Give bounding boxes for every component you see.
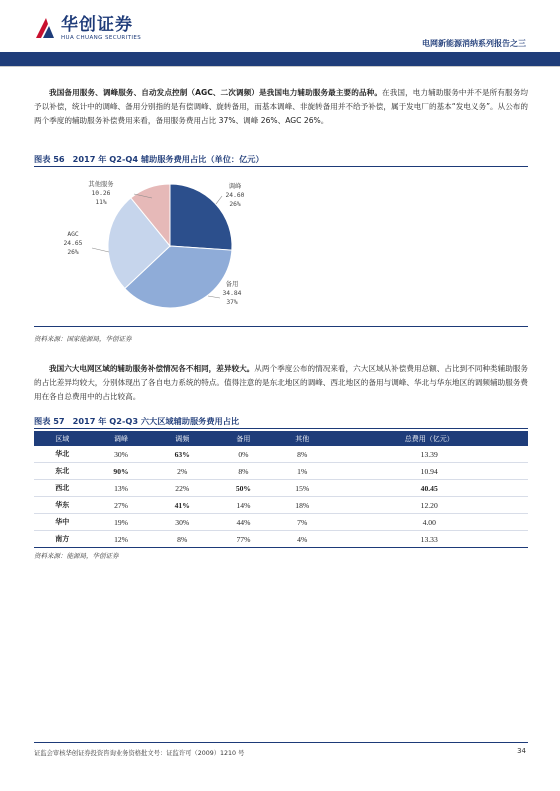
company-logo — [34, 16, 141, 41]
paragraph-lead: 我国六大电网区域的辅助服务补偿情况各不相同，差异较大。 — [49, 364, 255, 373]
table-cell: 13.33 — [330, 531, 528, 548]
pie-label-other — [82, 180, 120, 207]
table-cell: 19% — [90, 514, 151, 531]
table-cell: 41% — [152, 497, 213, 514]
table-cell: 63% — [152, 446, 213, 463]
table-cell: 1% — [274, 463, 330, 480]
paragraph-body: 从两个季度公布的情况来看，六大区域从补偿费用总额、占比到不同种类辅助服务的占比差异均较大，分别体现出了各自电力系统的特点。值得注意的是东北地区的调峰、西北地区的备用与调峰、华北与华东地区的调频辅助服务费用在各自总费用中的占比较高。 — [34, 364, 529, 401]
header-band — [0, 52, 560, 66]
paragraph-lead: 我国备用服务、调峰服务、自动发点控制（AGC、二次调频）是我国电力辅助服务最主要的品种。 — [49, 88, 383, 97]
table-row — [34, 497, 528, 514]
pie-label-agc-pct: 26% — [67, 249, 79, 256]
table-cell-region: 南方 — [34, 531, 90, 548]
pie-label-reserve-name: 备用 — [225, 281, 239, 288]
table-cell: 27% — [90, 497, 151, 514]
pie-label-agc — [58, 230, 88, 257]
table-cell-region: 东北 — [34, 463, 90, 480]
table-body — [34, 446, 528, 548]
table-header-cell: 区域 — [34, 431, 90, 446]
pie-label-agc-value: 24.65 — [63, 240, 83, 247]
table-cell: 7% — [274, 514, 330, 531]
table-cell: 4% — [274, 531, 330, 548]
table-cell: 30% — [90, 446, 151, 463]
table-cell: 18% — [274, 497, 330, 514]
report-series-title: 电网新能源消纳系列报告之三 — [422, 39, 526, 48]
table-row — [34, 463, 528, 480]
figure-57-caption: 2017 年 Q2-Q3 六大区域辅助服务费用占比 — [72, 416, 240, 426]
table-cell: 50% — [213, 480, 274, 497]
pie-label-reserve-pct: 37% — [226, 299, 238, 306]
table-header-cell: 总费用（亿元） — [330, 431, 528, 446]
table-cell: 2% — [152, 463, 213, 480]
table-cell: 8% — [213, 463, 274, 480]
pie-label-agc-name: AGC — [67, 231, 79, 238]
table-row — [34, 446, 528, 463]
footer-divider — [34, 742, 528, 743]
pie-label-peak-pct: 26% — [229, 201, 241, 208]
table-cell: 30% — [152, 514, 213, 531]
figure-56-title — [34, 152, 528, 167]
table-cell: 44% — [213, 514, 274, 531]
pie-chart — [34, 168, 528, 324]
table-cell: 8% — [152, 531, 213, 548]
figure-56-source: 资料来源：国家能源局，华创证券 — [34, 335, 132, 343]
table-header-cell: 备用 — [213, 431, 274, 446]
logo-chinese: 华创证券 — [61, 15, 133, 35]
figure-56-caption: 2017 年 Q2-Q4 辅助服务费用占比（单位：亿元） — [72, 154, 264, 164]
logo-mark-icon — [34, 16, 56, 40]
table-header-cell: 其他 — [274, 431, 330, 446]
table-cell-region: 华东 — [34, 497, 90, 514]
pie-label-reserve-value: 34.84 — [222, 290, 242, 297]
page-number: 34 — [517, 747, 526, 755]
pie-label-other-pct: 11% — [95, 199, 107, 206]
table-cell: 13.39 — [330, 446, 528, 463]
table-cell: 12.20 — [330, 497, 528, 514]
regional-cost-table — [34, 431, 528, 548]
figure-57-source: 资料来源：能源局，华创证券 — [34, 552, 119, 560]
pie-leader-line — [92, 248, 109, 252]
table-row — [34, 480, 528, 497]
table-row — [34, 531, 528, 548]
table-header-cell: 调峰 — [90, 431, 151, 446]
table-cell: 22% — [152, 480, 213, 497]
table-cell: 13% — [90, 480, 151, 497]
pie-label-peak-value: 24.60 — [225, 192, 245, 199]
table-cell-region: 华北 — [34, 446, 90, 463]
pie-label-peak — [220, 182, 250, 209]
pie-label-other-value: 10.26 — [91, 190, 111, 197]
page-header — [0, 0, 560, 70]
pie-label-reserve — [217, 280, 247, 307]
figure-56-bottom-rule — [34, 326, 528, 327]
paragraph-regional-compensation — [34, 362, 528, 404]
figure-56-label: 图表 56 — [34, 154, 65, 164]
table-header-row — [34, 431, 528, 446]
figure-57-title — [34, 414, 528, 429]
table-cell: 40.45 — [330, 480, 528, 497]
table-cell: 0% — [213, 446, 274, 463]
table-cell: 90% — [90, 463, 151, 480]
table-cell-region: 西北 — [34, 480, 90, 497]
table-cell: 8% — [274, 446, 330, 463]
figure-57-label: 图表 57 — [34, 416, 65, 426]
table-cell-region: 华中 — [34, 514, 90, 531]
paragraph-body: 在我国，电力辅助服务中并不是所有服务均予以补偿，统计中的调峰、备用分别指的是有偿调峰、旋转备用，而基本调峰、非旋转备用并不给予补偿，属于发电厂的基本“发电义务”。从公布的两个季度的辅助服务补偿费用来看，备用服务费用占比 37%、调峰 26%、AGC 26%。 — [34, 88, 529, 125]
table-cell: 12% — [90, 531, 151, 548]
table-cell: 4.00 — [330, 514, 528, 531]
footer-license-text: 证监会审核华创证券投资咨询业务资格批文号：证监许可（2009）1210 号 — [34, 750, 245, 757]
table-cell: 77% — [213, 531, 274, 548]
table-cell: 14% — [213, 497, 274, 514]
table-row — [34, 514, 528, 531]
logo-english: HUA CHUANG SECURITIES — [61, 35, 142, 41]
table-cell: 15% — [274, 480, 330, 497]
paragraph-auxiliary-services — [34, 86, 528, 128]
pie-label-peak-name: 调峰 — [228, 183, 242, 190]
pie-label-other-name: 其他服务 — [88, 181, 114, 188]
table-cell: 10.94 — [330, 463, 528, 480]
table-header-cell: 调频 — [152, 431, 213, 446]
header-divider — [0, 66, 560, 67]
